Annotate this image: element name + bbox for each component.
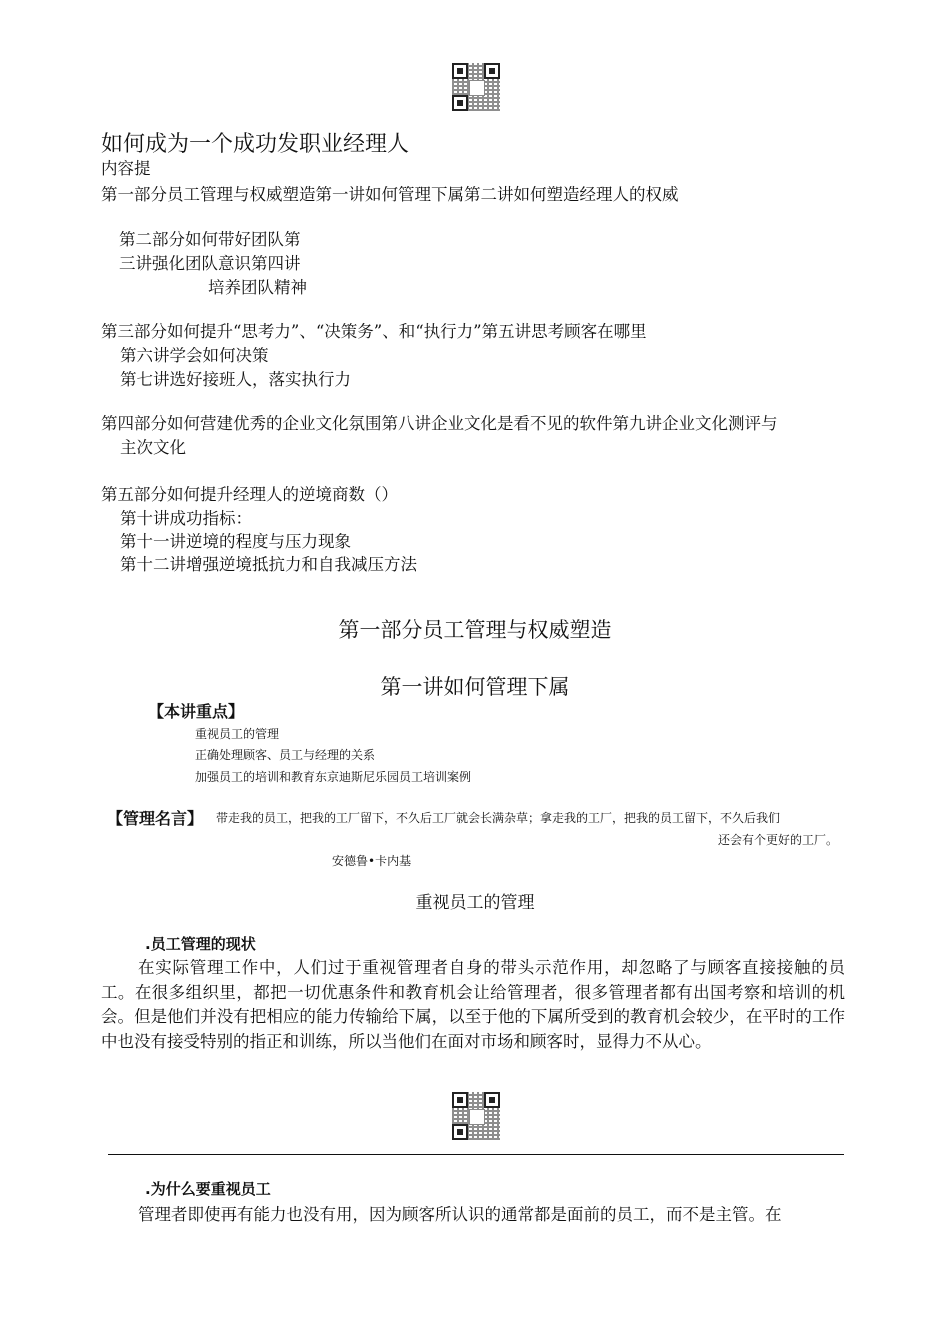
quote-label: 【管理名言】 <box>107 809 204 828</box>
document-title: 如何成为一个成功发职业经理人 <box>101 132 410 157</box>
toc-part2-line2: 三讲强化团队意识第四讲 <box>119 254 301 273</box>
toc-part2-line1: 第二部分如何带好团队第 <box>119 230 301 249</box>
page-divider <box>108 1154 844 1155</box>
toc-part5-line1: 第五部分如何提升经理人的逆境商数（） <box>101 485 398 504</box>
contents-label: 内容提 <box>101 159 151 178</box>
subheading: 重视员工的管理 <box>415 893 535 913</box>
key-point-item: 重视员工的管理 <box>195 727 280 741</box>
status-section-body: 在实际管理工作中，人们过于重视管理者自身的带头示范作用，却忽略了与顾客直接接触的员工。在很多组织里，都把一切优惠条件和教育机会让给管理者，很多管理者都有出国考察和培训的机会。但是他们并没有把相应的能力传输给下属，以至于他的下属所受到的教育机会较少，在平时的工作中也没有接受特别的指正和训练，所以当他们在面对市场和顾客时，显得力不从心。 <box>101 958 845 1051</box>
toc-part1: 第一部分员工管理与权威塑造第一讲如何管理下属第二讲如何塑造经理人的权威 <box>101 185 679 204</box>
toc-part5-line3: 第十一讲逆境的程度与压力现象 <box>120 532 351 551</box>
toc-part4-line1: 第四部分如何营建优秀的企业文化氛围第八讲企业文化是看不见的软件第九讲企业文化测评与 <box>101 414 778 433</box>
key-point-item: 加强员工的培训和教育东京迪斯尼乐园员工培训案例 <box>195 770 472 784</box>
toc-part3-line2: 第六讲学会如何决策 <box>120 346 269 365</box>
quote-text-line2: 还会有个更好的工厂。 <box>718 833 839 847</box>
qr-code-icon <box>452 63 500 111</box>
key-point-item: 正确处理顾客、员工与经理的关系 <box>195 748 376 762</box>
section-heading: 第一部分员工管理与权威塑造 <box>338 618 612 642</box>
why-section-heading: .为什么要重视员工 <box>145 1180 271 1198</box>
qr-code-icon <box>452 1092 500 1140</box>
key-points-label: 【本讲重点】 <box>148 702 245 721</box>
toc-part5-line4: 第十二讲增强逆境抵抗力和自我减压方法 <box>120 555 417 574</box>
quote-author: 安德鲁•卡内基 <box>332 854 412 868</box>
toc-part4-line2: 主次文化 <box>120 438 186 457</box>
toc-part3-line3: 第七讲选好接班人，落实执行力 <box>120 370 351 389</box>
quote-text-line1: 带走我的员工，把我的工厂留下，不久后工厂就会长满杂草；拿走我的工厂，把我的员工留下，不久后我们 <box>216 811 781 825</box>
toc-part3-line1: 第三部分如何提升“思考力”、“决策务”、和“执行力”第五讲思考顾客在哪里 <box>101 322 647 341</box>
toc-part5-line2: 第十讲成功指标： <box>120 509 252 528</box>
why-section-body: 管理者即使再有能力也没有用，因为顾客所认识的通常都是面前的员工，而不是主管。在 <box>138 1205 782 1224</box>
lecture-heading: 第一讲如何管理下属 <box>380 675 570 699</box>
status-section-heading: .员工管理的现状 <box>145 935 256 953</box>
toc-part2-line3: 培养团队精神 <box>208 278 307 297</box>
